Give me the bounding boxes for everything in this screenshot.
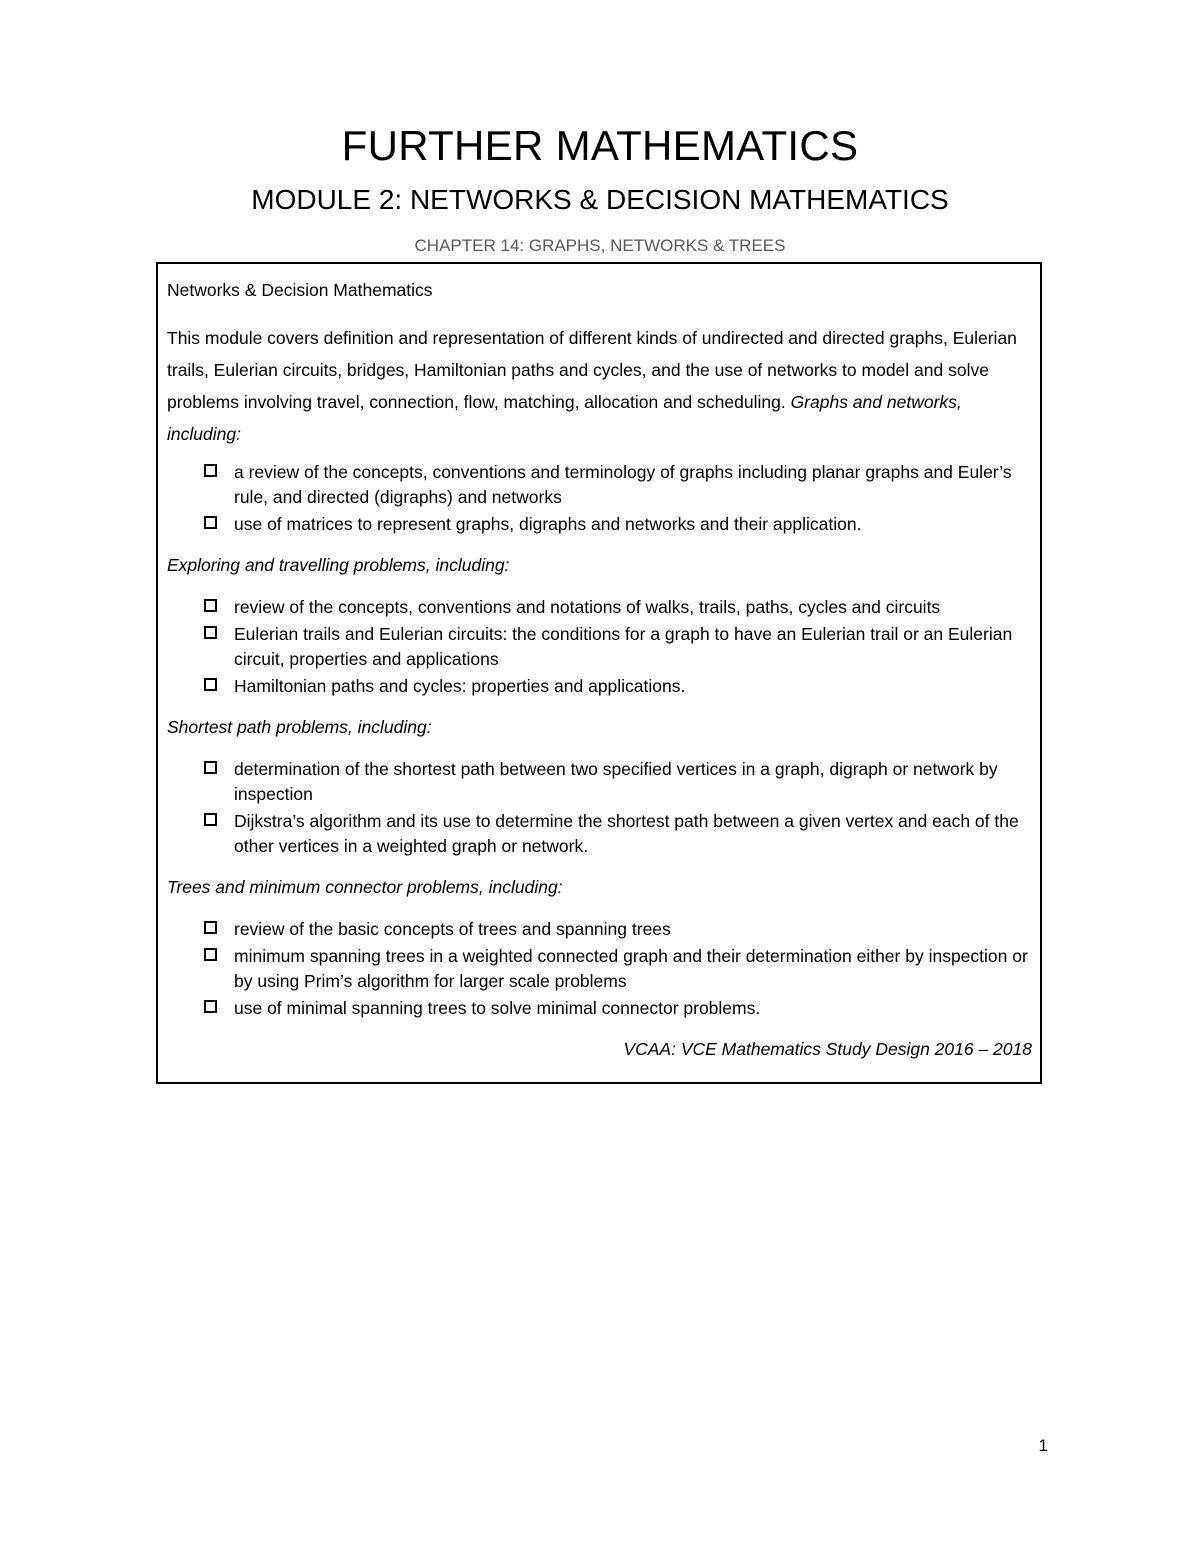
list-item-text: Dijkstra’s algorithm and its use to determine the shortest path between a given vertex and each of the other vertices in a weighted graph or network. (234, 811, 1019, 856)
section-heading-graphs: Graphs and networks, including: (167, 392, 962, 444)
checkbox-icon (204, 921, 217, 934)
source-citation: VCAA: VCE Mathematics Study Design 2016 – 2018 (623, 1039, 1032, 1059)
list-item (167, 917, 1032, 942)
list-item-text: Eulerian trails and Eulerian circuits: the conditions for a graph to have an Eulerian trail or an Eulerian circuit, properties and applications (234, 624, 1013, 669)
list-item (167, 674, 1032, 699)
page-number: 1 (1038, 1436, 1048, 1455)
checkbox-icon (204, 678, 217, 691)
module-title: MODULE 2: NETWORKS & DECISION MATHEMATICS (251, 184, 949, 215)
checkbox-icon (204, 761, 217, 774)
list-item (167, 460, 1032, 510)
list-item (167, 595, 1032, 620)
list-item-text: review of the concepts, conventions and notations of walks, trails, paths, cycles and circuits (234, 597, 941, 617)
intro-text: This module covers definition and representation of different kinds of undirected and directed graphs, Eulerian trails, Eulerian circuits, bridges, Hamiltonian paths and cycles, and the use of networks to model and solve problems involving travel, connection, flow, matching, allocation and scheduling. (167, 328, 1017, 412)
list-item (167, 944, 1032, 994)
checklist-shortest-path (167, 757, 1032, 859)
checklist-trees (167, 917, 1032, 1021)
list-item (167, 622, 1032, 672)
syllabus-box (156, 262, 1042, 1084)
checkbox-icon (204, 516, 217, 529)
box-heading: Networks & Decision Mathematics (167, 280, 433, 300)
checkbox-icon (204, 464, 217, 477)
module-description (167, 322, 1032, 450)
list-item-text: use of matrices to represent graphs, digraphs and networks and their application. (234, 514, 862, 534)
checkbox-icon (204, 1000, 217, 1013)
checkbox-icon (204, 948, 217, 961)
checkbox-icon (204, 599, 217, 612)
list-item (167, 809, 1032, 859)
list-item (167, 996, 1032, 1021)
section-heading-trees: Trees and minimum connector problems, including: (167, 877, 563, 897)
list-item-text: review of the basic concepts of trees and spanning trees (234, 919, 671, 939)
list-item-text: a review of the concepts, conventions and terminology of graphs including planar graphs and Euler’s rule, and directed (digraphs) and networks (234, 462, 1012, 507)
checkbox-icon (204, 626, 217, 639)
checkbox-icon (204, 813, 217, 826)
document-title: FURTHER MATHEMATICS (341, 122, 859, 169)
list-item-text: Hamiltonian paths and cycles: properties and applications. (234, 676, 686, 696)
list-item-text: minimum spanning trees in a weighted connected graph and their determination either by inspection or by using Prim’s algorithm for larger scale problems (234, 946, 1028, 991)
list-item (167, 757, 1032, 807)
list-item-text: use of minimal spanning trees to solve minimal connector problems. (234, 998, 761, 1018)
chapter-title: CHAPTER 14: GRAPHS, NETWORKS & TREES (414, 236, 786, 255)
section-heading-exploring: Exploring and travelling problems, including: (167, 555, 510, 575)
list-item (167, 512, 1032, 537)
section-heading-shortest-path: Shortest path problems, including: (167, 717, 432, 737)
list-item-text: determination of the shortest path between two specified vertices in a graph, digraph or network by inspection (234, 759, 998, 804)
checklist-graphs (167, 460, 1032, 537)
checklist-exploring (167, 595, 1032, 699)
